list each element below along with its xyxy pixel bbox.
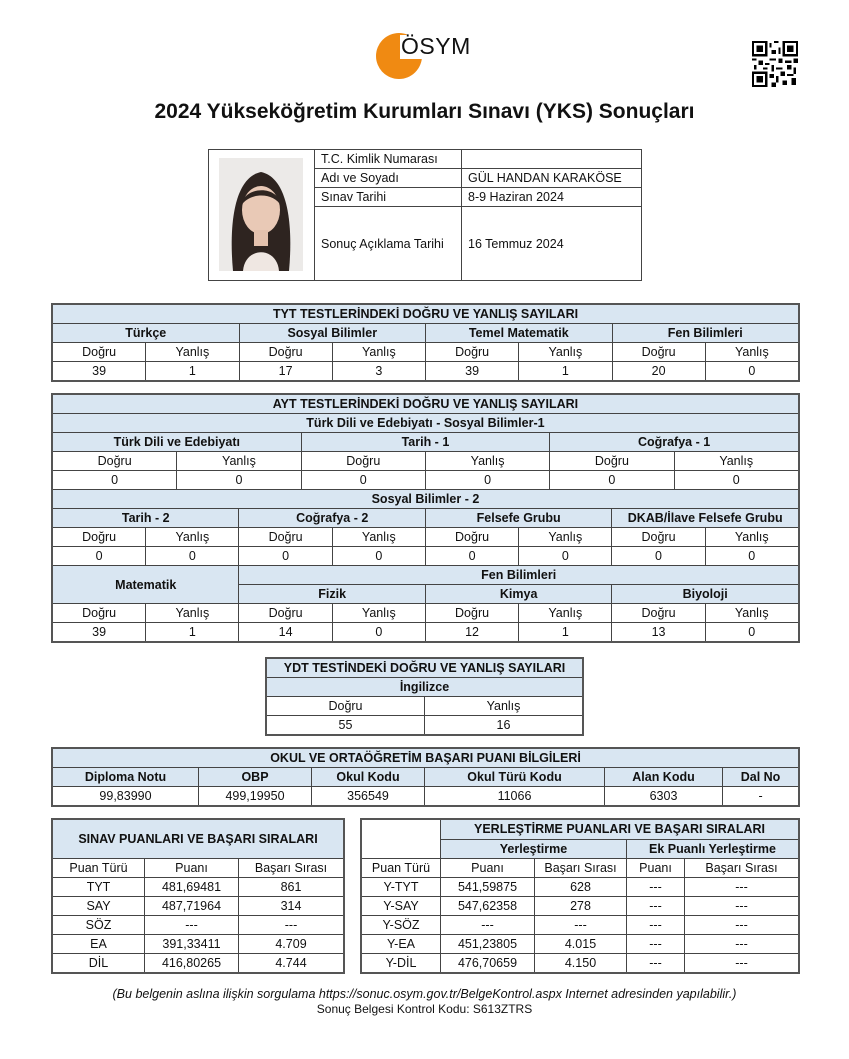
dogru-label: Doğru bbox=[612, 343, 705, 362]
yanlis-value: 0 bbox=[332, 623, 425, 642]
yanlis-value: 1 bbox=[519, 623, 612, 642]
score-value: --- bbox=[145, 916, 239, 935]
yanlis-label: Yanlış bbox=[146, 343, 239, 362]
tyt-subject: Temel Matematik bbox=[426, 324, 613, 343]
ayt-title: AYT TESTLERİNDEKİ DOĞRU VE YANLIŞ SAYILARI bbox=[53, 395, 799, 414]
dogru-label: Doğru bbox=[612, 604, 705, 623]
yanlis-value: 0 bbox=[146, 547, 239, 566]
dogru-value: 0 bbox=[53, 547, 146, 566]
dogru-value: 0 bbox=[612, 547, 705, 566]
rank-value: 278 bbox=[535, 897, 627, 916]
score-header: Başarı Sırası bbox=[239, 859, 344, 878]
dogru-value: 12 bbox=[425, 623, 518, 642]
info-label: Sonuç Açıklama Tarihi bbox=[315, 207, 462, 281]
rank-value: --- bbox=[535, 916, 627, 935]
dogru-value: 0 bbox=[301, 471, 425, 490]
school-header: Okul Türü Kodu bbox=[425, 768, 605, 787]
yanlis-value: 1 bbox=[146, 362, 239, 381]
info-value: 8-9 Haziran 2024 bbox=[462, 188, 642, 207]
school-header: Okul Kodu bbox=[312, 768, 425, 787]
info-value: 16 Temmuz 2024 bbox=[462, 207, 642, 281]
dogru-value: 55 bbox=[267, 716, 425, 735]
ayt-subject: DKAB/İlave Felsefe Grubu bbox=[612, 509, 798, 528]
page-title: 2024 Yükseköğretim Kurumları Sınavı (YKS) Sonuçları bbox=[154, 100, 695, 123]
placement-title: YERLEŞTİRME PUANLARI VE BAŞARI SIRALARI bbox=[441, 820, 799, 840]
dogru-label: Doğru bbox=[239, 604, 332, 623]
control-code: Sonuç Belgesi Kontrol Kodu: S613ZTRS bbox=[316, 1002, 533, 1016]
qr-code-icon bbox=[752, 41, 798, 87]
yanlis-label: Yanlış bbox=[146, 604, 239, 623]
dogru-value: 0 bbox=[239, 547, 332, 566]
yanlis-value: 0 bbox=[674, 471, 798, 490]
placement-group-a: Yerleştirme bbox=[441, 839, 627, 859]
yanlis-value: 0 bbox=[705, 362, 798, 381]
yanlis-value: 3 bbox=[332, 362, 425, 381]
dogru-label: Doğru bbox=[239, 343, 332, 362]
extra-score-value: --- bbox=[627, 935, 685, 954]
dogru-label: Doğru bbox=[53, 528, 146, 547]
score-type: SÖZ bbox=[53, 916, 145, 935]
yanlis-value: 0 bbox=[519, 547, 612, 566]
extra-rank-value: --- bbox=[685, 878, 799, 897]
yanlis-label: Yanlış bbox=[519, 604, 612, 623]
dogru-label: Doğru bbox=[53, 604, 146, 623]
rank-value: 4.150 bbox=[535, 954, 627, 973]
yanlis-label: Yanlış bbox=[425, 452, 549, 471]
ayt-subject: Coğrafya - 1 bbox=[550, 433, 799, 452]
score-type: Y-TYT bbox=[362, 878, 441, 897]
school-header: Diploma Notu bbox=[53, 768, 199, 787]
score-value: 451,23805 bbox=[441, 935, 535, 954]
logo-text: ÖSYM bbox=[401, 33, 471, 59]
ayt-subject: Tarih - 2 bbox=[53, 509, 239, 528]
ayt-subject: Biyoloji bbox=[612, 585, 798, 604]
dogru-value: 13 bbox=[612, 623, 705, 642]
exam-scores-title: SINAV PUANLARI VE BAŞARI SIRALARI bbox=[53, 820, 344, 859]
extra-score-value: --- bbox=[627, 954, 685, 973]
dogru-label: Doğru bbox=[301, 452, 425, 471]
score-header: Puanı bbox=[627, 859, 685, 878]
obp-value: 499,19950 bbox=[199, 787, 312, 806]
placement-group-b: Ek Puanlı Yerleştirme bbox=[627, 839, 799, 859]
ayt-group2-title: Sosyal Bilimler - 2 bbox=[53, 490, 799, 509]
score-type: Y-DİL bbox=[362, 954, 441, 973]
candidate-photo bbox=[219, 158, 303, 271]
yanlis-value: 0 bbox=[425, 471, 549, 490]
tyt-subject: Sosyal Bilimler bbox=[239, 324, 426, 343]
ydt-results-table bbox=[266, 658, 583, 735]
score-type: TYT bbox=[53, 878, 145, 897]
extra-score-value: --- bbox=[627, 916, 685, 935]
dogru-label: Doğru bbox=[425, 528, 518, 547]
tyt-subject: Türkçe bbox=[53, 324, 240, 343]
ayt-subject: Felsefe Grubu bbox=[425, 509, 611, 528]
yanlis-value: 0 bbox=[705, 623, 798, 642]
score-type: Y-SÖZ bbox=[362, 916, 441, 935]
yanlis-label: Yanlış bbox=[425, 697, 583, 716]
dogru-label: Doğru bbox=[267, 697, 425, 716]
yanlis-label: Yanlış bbox=[332, 604, 425, 623]
school-header: Dal No bbox=[723, 768, 799, 787]
extra-rank-value: --- bbox=[685, 954, 799, 973]
extra-rank-value: --- bbox=[685, 935, 799, 954]
dogru-label: Doğru bbox=[239, 528, 332, 547]
dogru-value: 20 bbox=[612, 362, 705, 381]
dal-no-value: - bbox=[723, 787, 799, 806]
info-label: T.C. Kimlik Numarası bbox=[315, 150, 462, 169]
portrait-image bbox=[219, 158, 303, 271]
score-header: Puanı bbox=[145, 859, 239, 878]
ayt-results-table bbox=[52, 394, 799, 642]
ayt-fen-title: Fen Bilimleri bbox=[239, 566, 798, 585]
score-value: 476,70659 bbox=[441, 954, 535, 973]
yanlis-label: Yanlış bbox=[177, 452, 301, 471]
dogru-label: Doğru bbox=[550, 452, 674, 471]
placement-scores-table bbox=[361, 819, 799, 973]
okul-turu-kodu-value: 11066 bbox=[425, 787, 605, 806]
yanlis-label: Yanlış bbox=[519, 528, 612, 547]
tyt-results-table bbox=[52, 304, 799, 381]
rank-value: 4.015 bbox=[535, 935, 627, 954]
ydt-title: YDT TESTİNDEKİ DOĞRU VE YANLIŞ SAYILARI bbox=[267, 659, 583, 678]
rank-value: --- bbox=[239, 916, 344, 935]
dogru-label: Doğru bbox=[612, 528, 705, 547]
yanlis-label: Yanlış bbox=[705, 343, 798, 362]
score-header: Puan Türü bbox=[362, 859, 441, 878]
dogru-value: 0 bbox=[53, 471, 177, 490]
diploma-notu-value: 99,83990 bbox=[53, 787, 199, 806]
dogru-value: 14 bbox=[239, 623, 332, 642]
score-value: 547,62358 bbox=[441, 897, 535, 916]
yanlis-value: 0 bbox=[177, 471, 301, 490]
score-header: Başarı Sırası bbox=[685, 859, 799, 878]
extra-rank-value: --- bbox=[685, 897, 799, 916]
extra-score-value: --- bbox=[627, 878, 685, 897]
rank-value: 314 bbox=[239, 897, 344, 916]
score-value: 416,80265 bbox=[145, 954, 239, 973]
score-value: --- bbox=[441, 916, 535, 935]
score-type: DİL bbox=[53, 954, 145, 973]
score-value: 391,33411 bbox=[145, 935, 239, 954]
yanlis-label: Yanlış bbox=[519, 343, 612, 362]
exam-scores-table bbox=[52, 819, 344, 973]
ayt-subject: Türk Dili ve Edebiyatı bbox=[53, 433, 302, 452]
score-type: Y-EA bbox=[362, 935, 441, 954]
yanlis-label: Yanlış bbox=[332, 343, 425, 362]
tyt-title: TYT TESTLERİNDEKİ DOĞRU VE YANLIŞ SAYILARI bbox=[53, 305, 799, 324]
dogru-value: 17 bbox=[239, 362, 332, 381]
ayt-subject: Coğrafya - 2 bbox=[239, 509, 425, 528]
ydt-language: İngilizce bbox=[267, 678, 583, 697]
dogru-value: 39 bbox=[53, 623, 146, 642]
info-label: Adı ve Soyadı bbox=[315, 169, 462, 188]
dogru-label: Doğru bbox=[426, 343, 519, 362]
okul-kodu-value: 356549 bbox=[312, 787, 425, 806]
score-header: Puanı bbox=[441, 859, 535, 878]
yanlis-value: 1 bbox=[146, 623, 239, 642]
verification-note: (Bu belgenin aslına ilişkin sorgulama https://sonuc.osym.gov.tr/BelgeKontrol.aspx Internet adresinden yapılabilir.) bbox=[112, 987, 737, 1001]
score-value: 487,71964 bbox=[145, 897, 239, 916]
score-type: SAY bbox=[53, 897, 145, 916]
rank-value: 4.744 bbox=[239, 954, 344, 973]
dogru-value: 0 bbox=[425, 547, 518, 566]
score-value: 481,69481 bbox=[145, 878, 239, 897]
school-header: Alan Kodu bbox=[605, 768, 723, 787]
yanlis-value: 0 bbox=[332, 547, 425, 566]
dogru-value: 0 bbox=[550, 471, 674, 490]
rank-value: 628 bbox=[535, 878, 627, 897]
dogru-label: Doğru bbox=[53, 452, 177, 471]
dogru-label: Doğru bbox=[53, 343, 146, 362]
ayt-subject-matematik: Matematik bbox=[53, 566, 239, 604]
school-info-title: OKUL VE ORTAÖĞRETİM BAŞARI PUANI BİLGİLERİ bbox=[53, 749, 799, 768]
score-header: Başarı Sırası bbox=[535, 859, 627, 878]
yanlis-value: 0 bbox=[705, 547, 798, 566]
score-value: 541,59875 bbox=[441, 878, 535, 897]
yanlis-label: Yanlış bbox=[705, 604, 798, 623]
ayt-subject: Kimya bbox=[425, 585, 611, 604]
ayt-group1-title: Türk Dili ve Edebiyatı - Sosyal Bilimler-1 bbox=[53, 414, 799, 433]
ayt-subject: Fizik bbox=[239, 585, 425, 604]
rank-value: 861 bbox=[239, 878, 344, 897]
score-type: Y-SAY bbox=[362, 897, 441, 916]
info-label: Sınav Tarihi bbox=[315, 188, 462, 207]
osym-logo bbox=[374, 31, 484, 81]
dogru-value: 39 bbox=[426, 362, 519, 381]
yanlis-value: 1 bbox=[519, 362, 612, 381]
tyt-subject: Fen Bilimleri bbox=[612, 324, 799, 343]
info-value bbox=[462, 150, 642, 169]
candidate-name: GÜL HANDAN KARAKÖSE bbox=[462, 169, 642, 188]
yanlis-value: 16 bbox=[425, 716, 583, 735]
yanlis-label: Yanlış bbox=[674, 452, 798, 471]
school-info-table bbox=[52, 748, 799, 806]
yanlis-label: Yanlış bbox=[332, 528, 425, 547]
rank-value: 4.709 bbox=[239, 935, 344, 954]
ayt-subject: Tarih - 1 bbox=[301, 433, 550, 452]
extra-rank-value: --- bbox=[685, 916, 799, 935]
extra-score-value: --- bbox=[627, 897, 685, 916]
school-header: OBP bbox=[199, 768, 312, 787]
dogru-value: 39 bbox=[53, 362, 146, 381]
yanlis-label: Yanlış bbox=[705, 528, 798, 547]
dogru-label: Doğru bbox=[425, 604, 518, 623]
yanlis-label: Yanlış bbox=[146, 528, 239, 547]
score-type: EA bbox=[53, 935, 145, 954]
score-header: Puan Türü bbox=[53, 859, 145, 878]
alan-kodu-value: 6303 bbox=[605, 787, 723, 806]
